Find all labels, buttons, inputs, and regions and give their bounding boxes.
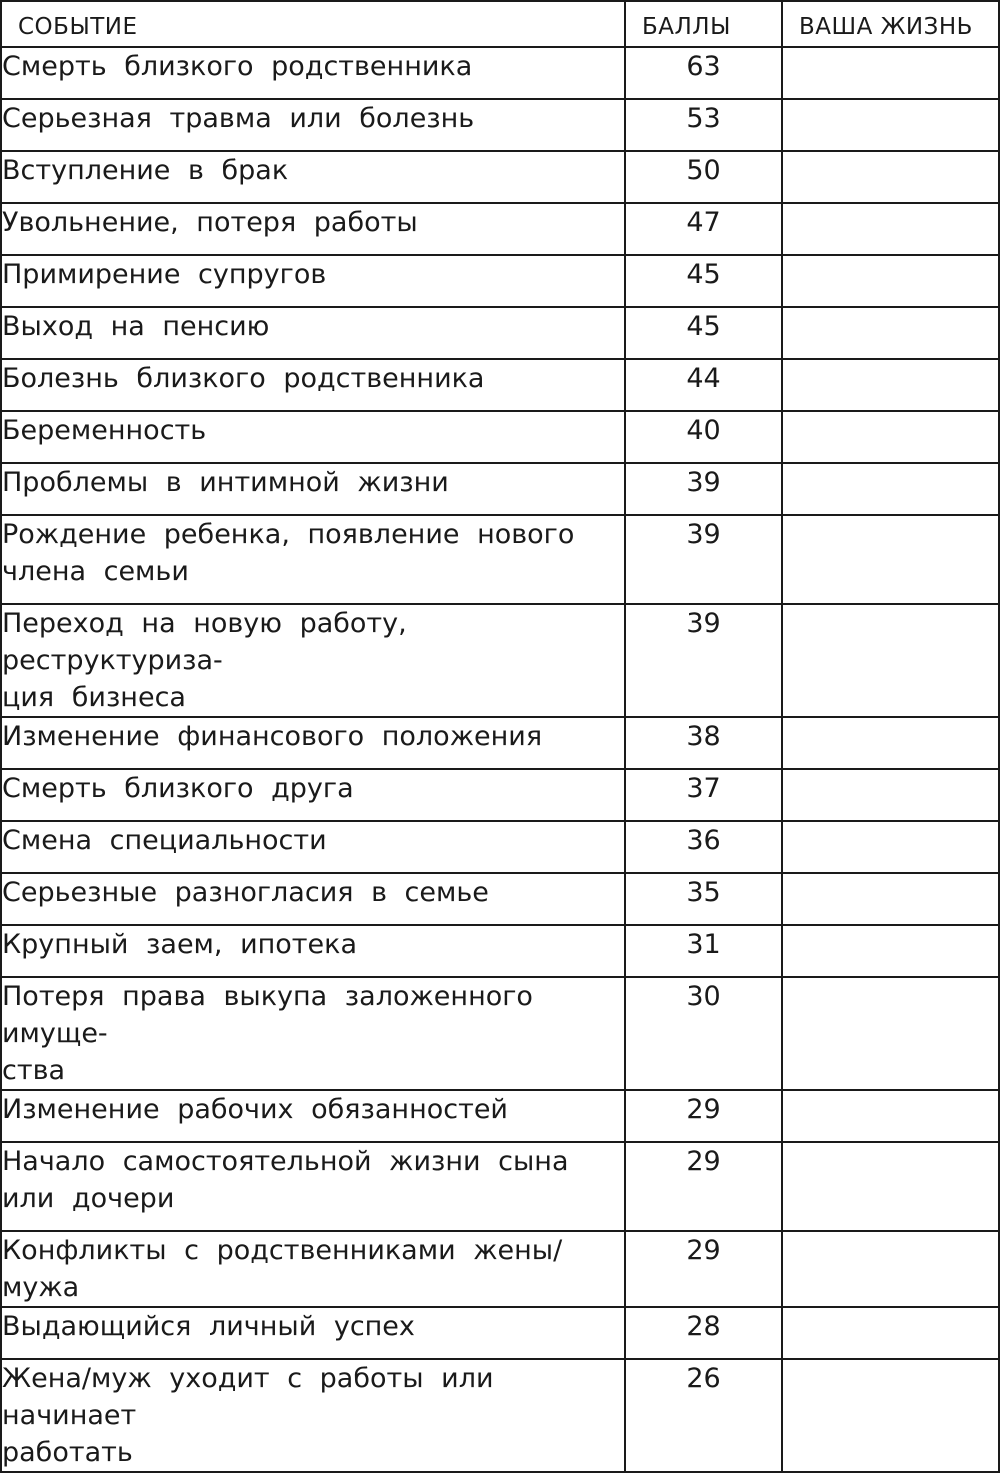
event-cell [1,1307,625,1359]
event-text: Беременность [2,415,207,446]
your-life-cell[interactable] [782,1359,999,1472]
table-row [1,151,999,203]
event-text: Болезнь близкого родственника [2,363,485,394]
your-life-cell[interactable] [782,769,999,821]
event-cell [1,873,625,925]
event-text: Потеря права выкупа заложенного имуще- [2,981,533,1049]
table-row [1,769,999,821]
header-points: БАЛЛЫ [625,1,782,47]
points-cell: 30 [625,977,782,1090]
points-cell: 35 [625,873,782,925]
table-row [1,203,999,255]
event-cell [1,1090,625,1142]
points-cell: 31 [625,925,782,977]
your-life-cell[interactable] [782,977,999,1090]
event-text: Жена/муж уходит с работы или начинает [2,1363,494,1431]
points-cell: 50 [625,151,782,203]
event-text: ства [2,1055,66,1086]
your-life-cell[interactable] [782,99,999,151]
your-life-cell[interactable] [782,1142,999,1231]
table-row [1,925,999,977]
table-row [1,1231,999,1307]
event-text: Вступление в брак [2,155,289,186]
event-cell [1,1231,625,1307]
event-text: Изменение рабочих обязанностей [2,1094,508,1125]
event-cell [1,604,625,717]
event-text: Смерть близкого родственника [2,51,473,82]
header-your-life: ВАША ЖИЗНЬ [782,1,999,47]
event-text: Рождение ребенка, появление нового [2,519,575,550]
points-cell: 29 [625,1142,782,1231]
table-row [1,717,999,769]
points-cell: 39 [625,604,782,717]
points-cell: 29 [625,1090,782,1142]
points-cell: 38 [625,717,782,769]
event-cell [1,1359,625,1472]
event-text: Выдающийся личный успех [2,1311,415,1342]
your-life-cell[interactable] [782,1307,999,1359]
event-cell [1,203,625,255]
your-life-cell[interactable] [782,255,999,307]
event-cell [1,411,625,463]
points-cell: 63 [625,47,782,99]
table-row [1,99,999,151]
your-life-cell[interactable] [782,873,999,925]
points-cell: 39 [625,463,782,515]
points-cell: 45 [625,307,782,359]
points-cell: 37 [625,769,782,821]
event-cell [1,99,625,151]
event-text: Серьезные разногласия в семье [2,877,489,908]
event-cell [1,47,625,99]
points-cell: 28 [625,1307,782,1359]
table-row [1,604,999,717]
event-text: Переход на новую работу, реструктуриза- [2,608,407,676]
event-text: Примирение супругов [2,259,327,290]
event-text: Смерть близкого друга [2,773,354,804]
table-row [1,463,999,515]
your-life-cell[interactable] [782,307,999,359]
points-cell: 26 [625,1359,782,1472]
table-row [1,307,999,359]
your-life-cell[interactable] [782,463,999,515]
event-cell [1,463,625,515]
event-cell [1,717,625,769]
table-body [1,47,999,1472]
event-cell [1,359,625,411]
event-cell [1,307,625,359]
your-life-cell[interactable] [782,1231,999,1307]
event-text: Выход на пенсию [2,311,270,342]
event-cell [1,925,625,977]
event-cell [1,977,625,1090]
table-row [1,1142,999,1231]
your-life-cell[interactable] [782,47,999,99]
event-cell [1,151,625,203]
event-text: Крупный заем, ипотека [2,929,357,960]
your-life-cell[interactable] [782,717,999,769]
event-text: работать [2,1437,133,1468]
event-cell [1,1142,625,1231]
event-text: или дочери [2,1183,175,1214]
table-row [1,1359,999,1472]
table-row [1,873,999,925]
event-cell [1,769,625,821]
points-cell: 40 [625,411,782,463]
event-text: Увольнение, потеря работы [2,207,418,238]
points-cell: 45 [625,255,782,307]
event-text: Смена специальности [2,825,327,856]
points-cell: 47 [625,203,782,255]
points-cell: 36 [625,821,782,873]
your-life-cell[interactable] [782,821,999,873]
table-row [1,1090,999,1142]
table-row [1,47,999,99]
points-cell: 29 [625,1231,782,1307]
your-life-cell[interactable] [782,151,999,203]
your-life-cell[interactable] [782,1090,999,1142]
your-life-cell[interactable] [782,203,999,255]
event-cell [1,821,625,873]
event-text: Изменение финансового положения [2,721,543,752]
table-row [1,1307,999,1359]
table-row [1,255,999,307]
event-cell [1,255,625,307]
table-row [1,411,999,463]
points-cell: 53 [625,99,782,151]
table-header-row [1,1,999,47]
event-cell [1,515,625,604]
header-event: СОБЫТИЕ [1,1,625,47]
table-row [1,515,999,604]
event-text: Начало самостоятельной жизни сына [2,1146,569,1177]
event-text: Конфликты с родственниками жены/мужа [2,1235,563,1303]
your-life-cell[interactable] [782,604,999,717]
event-text: Серьезная травма или болезнь [2,103,475,134]
points-cell: 44 [625,359,782,411]
table-row [1,821,999,873]
your-life-cell[interactable] [782,925,999,977]
your-life-cell[interactable] [782,411,999,463]
points-cell: 39 [625,515,782,604]
your-life-cell[interactable] [782,515,999,604]
your-life-cell[interactable] [782,359,999,411]
table-row [1,977,999,1090]
table-row [1,359,999,411]
event-text: Проблемы в интимной жизни [2,467,449,498]
event-text: ция бизнеса [2,682,186,713]
event-text: члена семьи [2,556,189,587]
